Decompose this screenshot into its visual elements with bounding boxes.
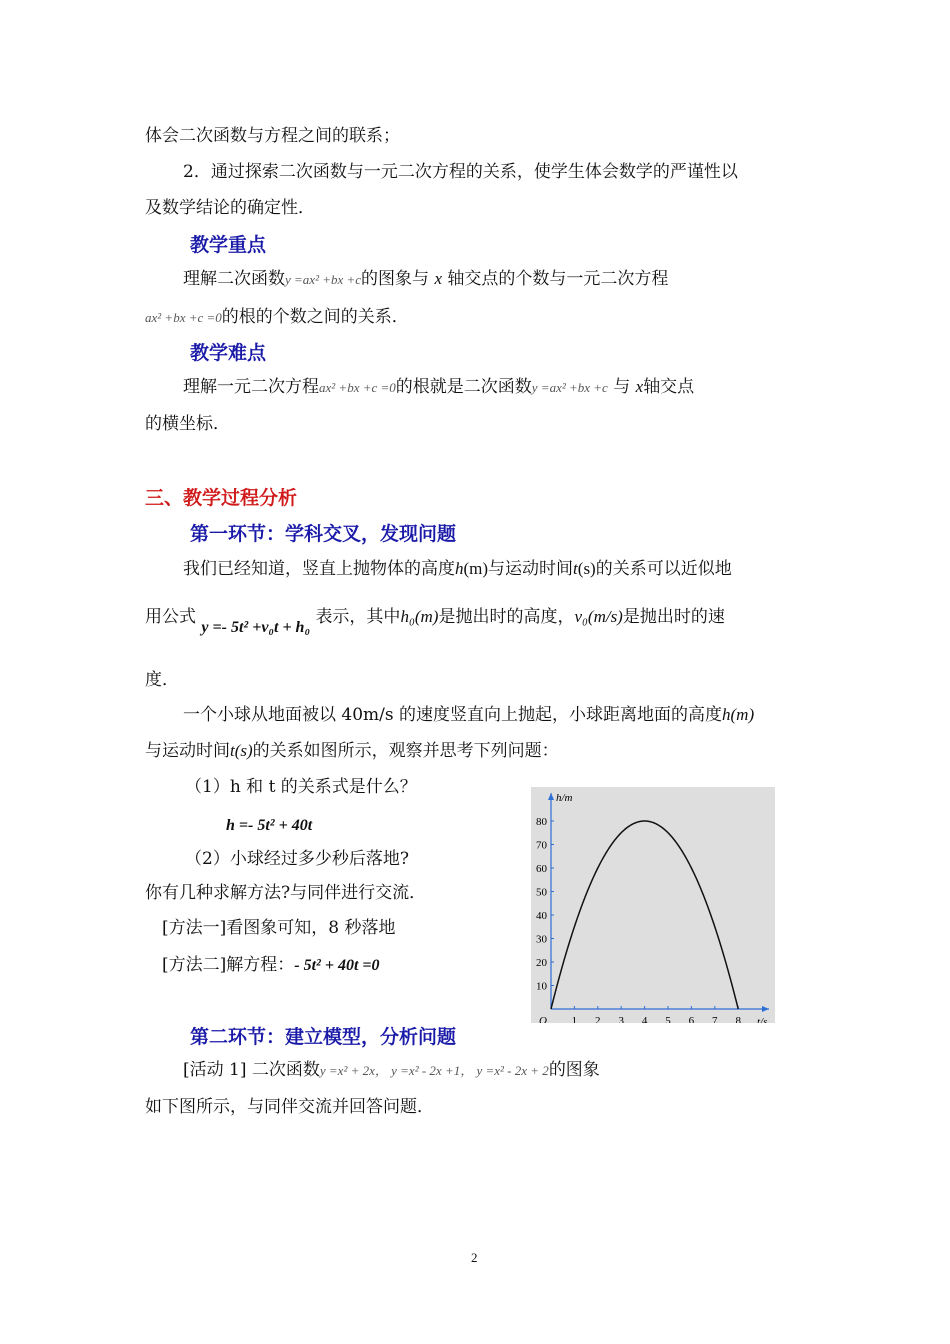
text-line <box>145 605 725 636</box>
text-span: 是抛出时的高度， <box>438 607 575 627</box>
text-line: 及数学结论的确定性． <box>145 198 315 218</box>
formula-projectile: y =- 5t² +v₀t + h₀ <box>201 619 311 636</box>
answer-formula <box>226 813 312 838</box>
math-var: x <box>434 269 442 288</box>
math-unit: (m) <box>463 559 489 578</box>
text-line: 体会二次函数与方程之间的联系； <box>145 126 400 146</box>
text-span: 表示，其中 <box>315 607 401 627</box>
x-axis-label: t/s <box>757 1016 768 1023</box>
text-span: 的图象与 <box>361 269 430 289</box>
text-line <box>183 703 754 727</box>
text-line <box>183 267 668 292</box>
x-tick-label: 7 <box>712 1015 718 1023</box>
math-equation: ax² +bx +c =0 <box>145 310 222 325</box>
text-line <box>145 739 559 763</box>
math-unit: (s) <box>577 559 596 578</box>
text-line <box>183 1058 600 1083</box>
text-span: 我们已经知道，竖直上抛物体的高度 <box>183 559 455 579</box>
heading-step2: 第二环节：建立模型，分析问题 <box>190 1026 457 1048</box>
text-line <box>183 375 694 400</box>
x-axis-arrow <box>762 1006 769 1012</box>
text-span: 用公式 <box>145 607 196 627</box>
y-tick-label: 20 <box>536 957 547 969</box>
text-span: 的关系可以近似地 <box>595 559 732 579</box>
method-1: [方法一]看图象可知，8 秒落地 <box>162 918 396 938</box>
math-var: h₀(m) <box>400 607 439 626</box>
formula-answer: h =- 5t² + 40t <box>226 817 313 834</box>
y-axis-label: h/m <box>556 792 573 804</box>
math-equation: y =ax² +bx +c <box>531 380 608 395</box>
text-span: 理解二次函数 <box>183 269 285 289</box>
text-line <box>145 305 409 330</box>
math-var: x <box>635 377 644 396</box>
heading-difficult-points: 教学难点 <box>190 342 267 364</box>
section-heading: 三、教学过程分析 <box>145 487 298 509</box>
y-tick-label: 10 <box>536 980 547 993</box>
origin-label: O <box>539 1015 547 1023</box>
y-tick-label: 50 <box>536 886 547 899</box>
y-axis-arrow <box>548 793 554 800</box>
x-tick-label: 8 <box>735 1015 741 1023</box>
text-span: 的根的个数之间的关系． <box>221 307 409 327</box>
math-var: h <box>455 559 464 578</box>
text-span: 的根就是二次函数 <box>395 377 532 397</box>
parabola-series <box>551 821 738 1009</box>
text-line: 你有几种求解方法?与同伴进行交流． <box>145 883 427 903</box>
formula-equation: - 5t² + 40t =0 <box>294 957 380 974</box>
projectile-chart <box>531 787 775 1023</box>
text-span: 轴交点 <box>643 377 695 397</box>
question-2: （2）小球经过多少秒后落地? <box>185 849 409 869</box>
text-line: 如下图所示，与同伴交流并回答问题． <box>145 1097 434 1117</box>
chart-svg <box>531 787 775 1023</box>
x-tick-label: 4 <box>641 1015 648 1023</box>
x-tick-label: 6 <box>688 1015 695 1023</box>
math-equation: y =ax² +bx +c <box>285 272 362 287</box>
text-line <box>183 557 732 581</box>
text-span: 轴交点的个数与一元二次方程 <box>447 269 669 289</box>
heading-key-points: 教学重点 <box>190 234 267 256</box>
math-var: v₀(m/s) <box>574 607 623 626</box>
math-var: h(m) <box>722 705 755 724</box>
x-tick-label: 1 <box>571 1015 578 1023</box>
text-span: 的关系如图所示，观察并思考下列问题： <box>252 741 559 761</box>
math-equation: ax² +bx +c =0 <box>319 380 396 395</box>
text-span: 理解一元二次方程 <box>183 377 319 397</box>
text-span: 是抛出时的速 <box>622 607 725 627</box>
text-span: 与 <box>613 377 631 397</box>
y-tick-label: 70 <box>536 839 547 852</box>
question-1: （1）h 和 t 的关系式是什么？ <box>185 777 417 797</box>
y-tick-label: 30 <box>536 933 547 946</box>
text-span: 一个小球从地面被以 40m/s 的速度竖直向上抛起，小球距离地面的高度 <box>183 705 723 725</box>
x-tick-label: 5 <box>665 1015 671 1023</box>
text-line: 度． <box>145 670 179 690</box>
math-var: t <box>573 559 578 578</box>
math-var: t(s) <box>230 741 253 760</box>
x-tick-label: 3 <box>618 1015 624 1023</box>
x-tick-label: 2 <box>595 1015 601 1023</box>
text-span: [方法二]解方程： <box>162 955 295 975</box>
y-tick-label: 40 <box>536 910 547 922</box>
heading-step1: 第一环节：学科交叉，发现问题 <box>190 523 457 545</box>
text-line: 2．通过探索二次函数与一元二次方程的关系，使学生体会数学的严谨性以 <box>183 162 738 182</box>
page-number: 2 <box>471 1250 478 1265</box>
text-line: 的横坐标． <box>145 414 230 434</box>
text-span: [活动 1] 二次函数 <box>183 1060 320 1080</box>
text-span: 与运动时间 <box>145 741 230 761</box>
y-tick-label: 80 <box>536 816 547 828</box>
method-2 <box>162 953 380 978</box>
text-span: 的图象 <box>548 1060 600 1080</box>
text-span: 与运动时间 <box>488 559 574 579</box>
y-tick-label: 60 <box>536 863 547 875</box>
math-equation: y =x² + 2x， y =x² - 2x +1， y =x² - 2x + 2 <box>319 1063 549 1078</box>
